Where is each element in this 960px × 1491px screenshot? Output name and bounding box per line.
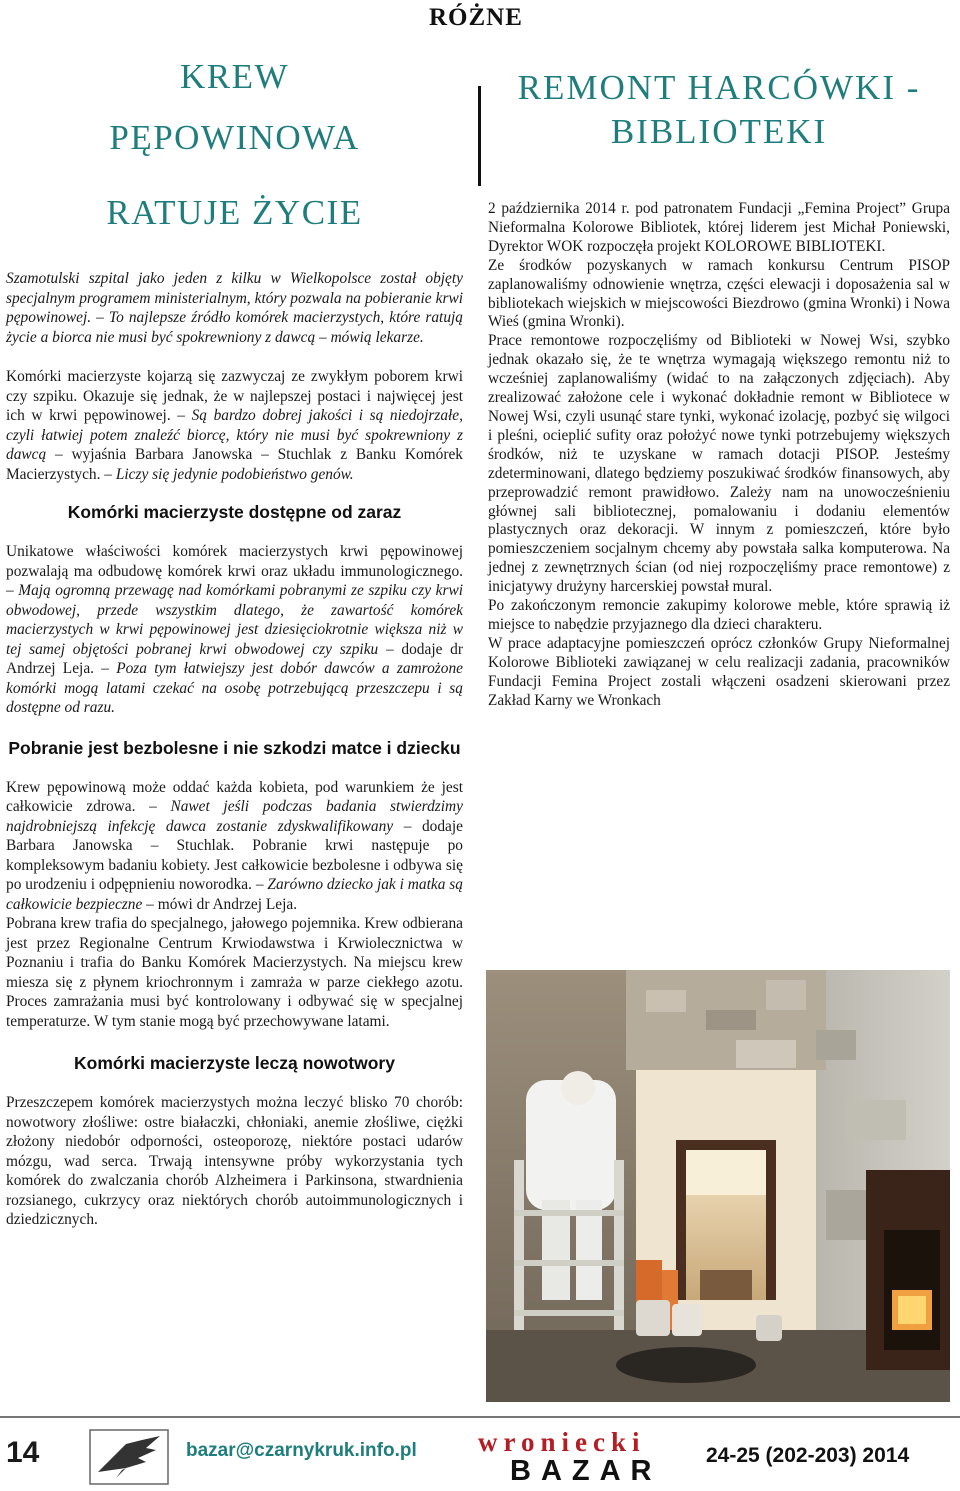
paragraph: 2 października 2014 r. pod patronatem Fundacji „Femina Project” Grupa Nieformalna Kolorowe Bibliotek, której liderem jest Michał Poniewski, Dyrektor WOK rozpoczęła projekt KOLOROWE BIBLIOTEKI. (488, 200, 950, 255)
title-line: KREW (179, 57, 290, 96)
quote-run: Są bardzo dobrej jakości i są niedojrzałe, czyli łatwiej potem znaleźć biorcę, który nie musi być spokrewniony z dawcą (6, 407, 463, 463)
section-label: RÓŻNE (429, 4, 523, 31)
title-line: REMONT HARCÓWKI - (517, 68, 921, 107)
paragraph: W prace adaptacyjne pomieszczeń oprócz członków Grupy Nieformalnej Kolorowe Biblioteki zawiązanej w celu realizacji zadania, pracowników Fundacji Femina Project zostali włączeni osadzeni skierowani przez Zakład Karny we Wronkach (488, 634, 950, 709)
article-lead: Szamotulski szpital jako jeden z kilku w Wielkopolsce został objęty specjalnym programem ministerialnym, który pozwala na pobieranie krwi pępowinowej. – To najlepsze źródło komórek macierzystych, które ratują życie a biorca nie musi być spokrewniony z dawcą – mówią lekarze. (6, 270, 463, 346)
crow-logo-icon (86, 1428, 172, 1486)
paragraph: Ze środków pozyskanych w ramach konkursu Centrum PISOP zaplanowaliśmy odnowienie wnętrza, części elewacji i doposażenia sal w bibliotekach wiejskich w miejscowości Biezdrowo (gmina Wronki) i Nowa Wieś (gmina Wronki). (488, 256, 950, 331)
brand-wordmark-bottom: BAZAR (510, 1455, 662, 1487)
paragraph (6, 542, 463, 718)
article-library-renovation (488, 66, 950, 710)
paragraph: Po zakończonym remoncie zakupimy kolorowe meble, które sprawią iż miejsce to nabędzie przyjaznego dla dzieci charakteru. (488, 597, 950, 633)
article-cord-blood (6, 46, 463, 1230)
quote-run: Poza tym łatwiejszy jest dobór dawców a zamrożone komórki mogą latami czekać na osobę potrzebującą przeszczepu i są dostępne od razu. (6, 660, 463, 716)
quote-run: Nawet jeśli podczas badania stwierdzimy najdrobniejszą infekcję dawca zostanie zdyskwalifikowany (6, 798, 463, 835)
article-title (6, 46, 463, 243)
title-spacer (6, 168, 463, 182)
paragraph: Przeszczepem komórek macierzystych można leczyć blisko 70 chorób: nowotwory złośliwe: ostre białaczki, chłoniaki, anemie złośliwe, ciężki złożony niedobór odporności, osteoporozę, niektóre postaci udarów mózgu, wad serca. Trwają intensywne próby wykorzystania tych komórek do zwalczania chorób Alzheimera i Parkinsona, stwardnienia rozsianego, cukrzycy oraz niektórych chorób autoimmunologicznych i dziedzicznych. (6, 1094, 463, 1228)
text-run: – dodaje Barbara Janowska – Stuchlak. Pobranie krwi następuje po kompleksowym badaniu kobiety. Jest całkowicie bezbolesne i odbywa się po urodzeniu i odpępnieniu noworodka. – (6, 817, 463, 893)
text-run: Komórki macierzyste kojarzą się zazwyczaj ze zwykłym poborem krwi czy szpiku. Okazuje się jednak, że w najlepszej postaci i najwięcej jest ich w krwi pępowinowej. – (6, 368, 463, 424)
text-run: Krew pępowinową może oddać każda kobieta, pod warunkiem że jest całkowicie zdrowa. – (6, 778, 463, 815)
text-run: Unikatowe właściwości komórek macierzystych krwi pępowinowej pozwalają ma odbudowę komórek krwi oraz układu immunologicznego. – (6, 543, 463, 599)
contact-email: bazar@czarnykruk.info.pl (186, 1440, 417, 1461)
page-number: 14 (6, 1436, 40, 1469)
paragraph: Pobrana krew trafia do specjalnego, jałowego pojemnika. Krew odbierana jest przez Regionalne Centrum Krwiodawstwa i Krwiolecznictwa w Poznaniu i trafia do Banku Komórek Macierzystych. Na miejscu krew miesza się z płynem kriochronnym i zamraża w parze ciekłego azotu. Proces zamrażania musi być kontrolowany i odbywać się w specjalnej temperaturze. W tym stanie mogą być przechowywane latami. (6, 915, 463, 1030)
paragraph: Prace remontowe rozpoczęliśmy od Biblioteki w Nowej Wsi, szybko jednak okazało się, że te wnętrza wymagają większego remontu niż to wcześniej zaplanowaliśmy (widać to na załączonych zdjęciach). Aby zrealizować założone cele i wykonać dokładnie remont w Bibliotece w Nowej Wsi, czyli usunąć stare tynki, wykonać izolację, pozbyć się wilgoci i pleśni, ocieplić sufity oraz położyć nowe tynki potrzebujemy większych środków, niż te uzyskane w ramach dotacji PISOP. Jesteśmy zdeterminowani, dlatego będziemy poszukiwać środków finansowych, aby przeprowadzić remont prawidłowo. Zależy nam na unowocześnieniu głównej sali bibliotecznej, pomalowaniu i dodaniu elementów plastycznych oraz dekoracji. W innym z pomieszczeń, które było pomieszczeniem socjalnym chcemy aby powstała salka komputerowa. Na jednej z zewnętrznych ścian (od niej rozpoczęliśmy prace remontowe) z inicjatywy drużyny harcerskiej powstał mural. (488, 332, 950, 596)
column-divider (478, 86, 481, 186)
title-line: BIBLIOTEKI (610, 112, 828, 151)
brand-wordmark-top: wroniecki (478, 1427, 646, 1457)
crow-logo-art (86, 1428, 172, 1486)
title-line: RATUJE ŻYCIE (106, 193, 363, 232)
title-line: PĘPOWINOWA (109, 118, 360, 157)
subheading: Komórki macierzyste leczą nowotwory (74, 1053, 395, 1073)
paragraph (6, 367, 463, 484)
quote-run: Zarówno dziecko jak i matka są całkowicie bezpieczne (6, 876, 463, 913)
subheading: Komórki macierzyste dostępne od zaraz (67, 502, 402, 522)
text-run: – dodaje dr Andrzej Leja. – (6, 640, 463, 677)
text-run: – wyjaśnia Barbara Janowska – Stuchlak z Banku Komórek Macierzystych. – (6, 446, 463, 483)
footer-divider (0, 1416, 960, 1418)
subheading: Pobranie jest bezbolesne i nie szkodzi matce i dziecku (8, 737, 461, 758)
quote-run: Mają ogromną przewagę nad komórkami pobranymi ze szpiku czy krwi obwodowej, przede wszystkim dlatego, że zawartość komórek macierzystych w krwi pępowinowej jest dziesięciokrotnie większa niż w tej samej objętości pobranej krwi obwodowej czy szpiku (6, 582, 463, 658)
issue-number: 24-25 (202-203) 2014 (706, 1444, 910, 1467)
paragraph (6, 778, 463, 915)
renovation-photo (486, 970, 950, 1402)
renovation-photo-art (486, 970, 950, 1402)
article-title (488, 66, 950, 154)
quote-run: Liczy się jedynie podobieństwo genów. (115, 465, 354, 483)
text-run: – mówi dr Andrzej Leja. (142, 895, 298, 913)
